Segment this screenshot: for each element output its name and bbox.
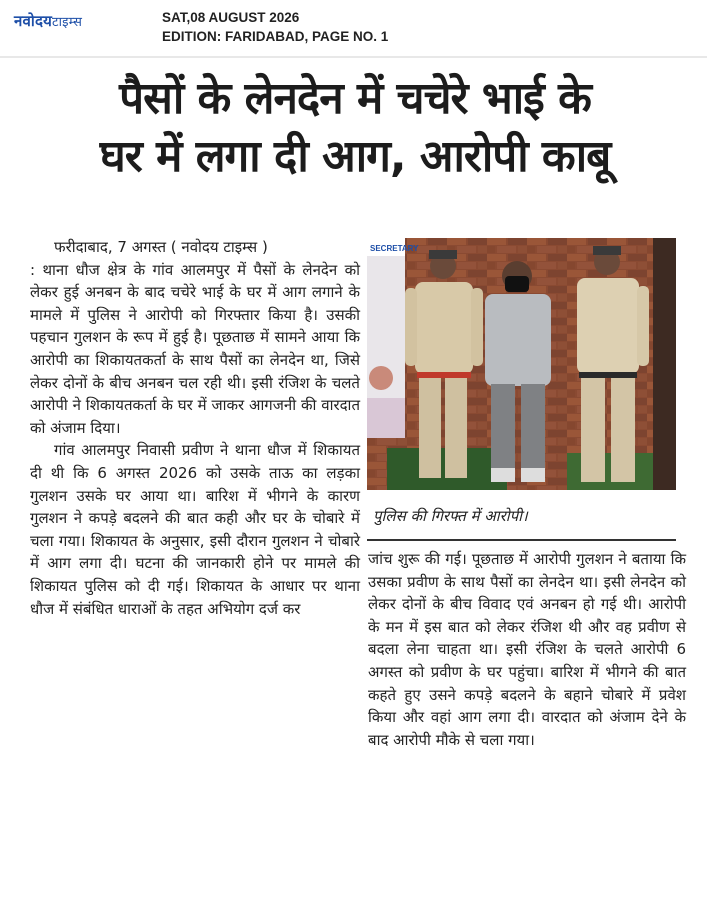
article-column-left (30, 236, 360, 876)
header-divider (0, 56, 707, 58)
issue-date: SAT,08 AUGUST 2026 (162, 10, 300, 25)
article-column-right (368, 548, 686, 878)
poster-text: SECRETARY (370, 244, 419, 253)
edition-info: EDITION: FARIDABAD, PAGE NO. 1 (162, 29, 389, 44)
edition-meta (162, 8, 388, 46)
photo-caption: पुलिस की गिरफ्त में आरोपी। (373, 507, 528, 525)
newspaper-logo (14, 11, 82, 31)
article-paragraph-2: गांव आलमपुर निवासी प्रवीण ने थाना धौज में शिकायत दी थी कि 6 अगस्त 2026 को उसके ताऊ का लड़का गुलशन उसके घर आया था। बारिश में भीगने के कारण गुलशन ने कपड़े बदलने की बात कही और घर के चोबारे में चला गया। शिकायत के अनुसार, इसी दौरान गुलशन ने चोबारे में आग लगा दी। घटना की जानकारी होने पर मामले की शिकायत पुलिस को दी गई। शिकायत के आधार पर थाना धौज में संबंधित धाराओं के तहत अभियोग दर्ज कर (30, 441, 360, 618)
article-paragraph-3: जांच शुरू की गई। पूछताछ में आरोपी गुलशन ने बताया कि उसका प्रवीण के साथ पैसों का लेनदेन था। इसी लेनदेन को लेकर दोनों के बीच विवाद एवं अनबन हो गई थी। आरोपी के मन में इस बात को लेकर रंजिश थी और वह प्रवीण से बदला लेना चाहता था। इसी रंजिश के चलते आरोपी 6 अगस्त को प्रवीण के घर पहुंचा। बारिश में भीगने की बात कहते हुए उसने कपड़े बदलने के बहाने चोबारे में प्रवेश किया और वहां आग लगा दी। वारदात को अंजाम देने के बाद आरोपी मौके से चला गया। (368, 550, 686, 749)
article-headline (20, 70, 690, 186)
caption-divider (367, 539, 676, 541)
headline-line-1: पैसों के लेनदेन में चचेरे भाई के (119, 73, 591, 124)
arrest-photo-illustration (367, 238, 676, 490)
article-dateline: फरीदाबाद, 7 अगस्त ( नवोदय टाइम्स ) (54, 238, 268, 256)
logo-sub: टाइम्स (52, 15, 83, 30)
headline-line-2: घर में लगा दी आग, आरोपी काबू (99, 131, 611, 182)
page-header (0, 0, 707, 56)
logo-main: नवोदय (14, 12, 53, 30)
article-paragraph-1: : थाना धौज क्षेत्र के गांव आलमपुर में पैसों के लेनदेन को लेकर हुई अनबन के बाद चचेरे भाई के घर में आग लगाने के मामले में पुलिस ने आरोपी को गिरफ्तार किया है। उसकी पहचान गुलशन के रूप में हुई है। पूछताछ में सामने आया कि आरोपी का शिकायतकर्ता के साथ पैसों का लेनदेन था, जिसे लेकर दोनों के बीच अनबन चल रही थी। इसी रंजिश के चलते आरोपी ने शिकायतकर्ता के घर में जाकर आगजनी की वारदात को अंजाम दिया। (30, 260, 360, 437)
news-photo (367, 238, 676, 490)
